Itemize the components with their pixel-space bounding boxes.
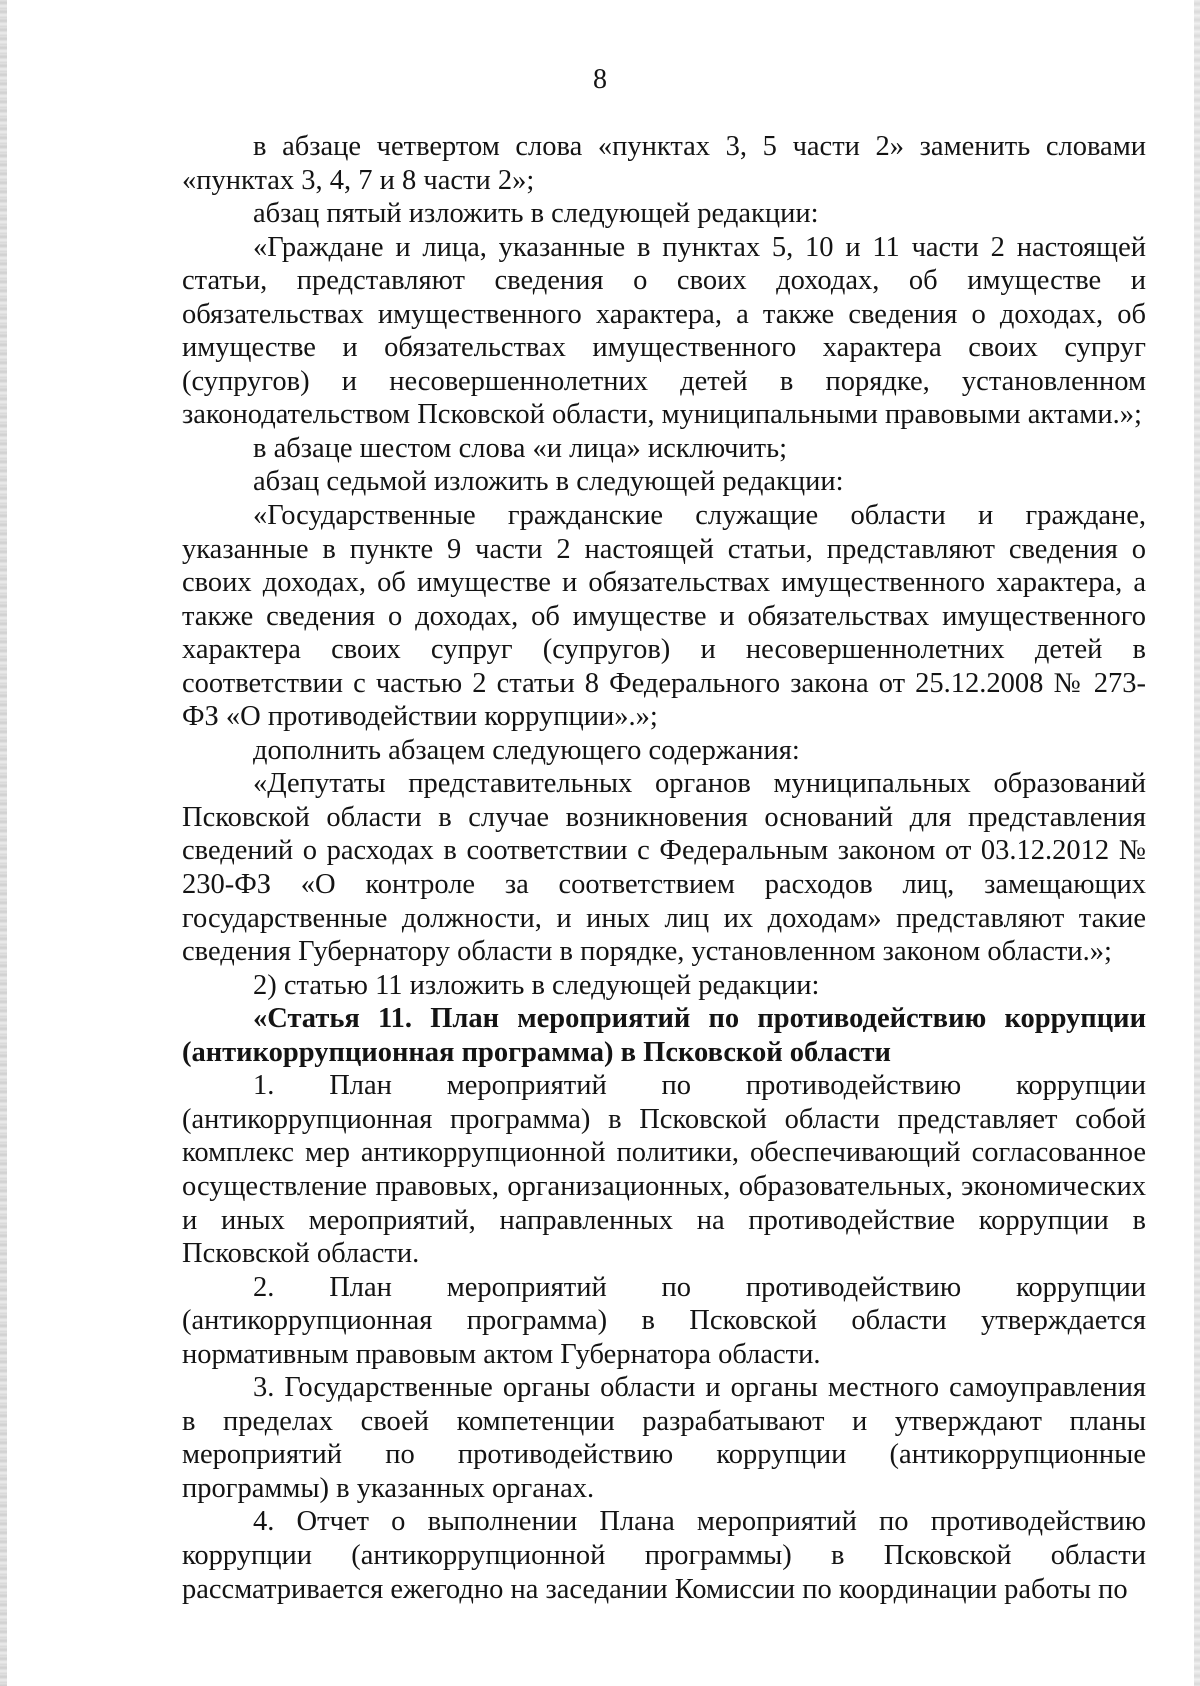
paragraph-sixth-exclude: в абзаце шестом слова «и лица» исключить; [253,432,788,464]
paragraph-amend-fourth: в абзаце четвертом слова «пунктах 3, 5 части 2» заменить словами «пунктах 3, 4, 7 и 8 части 2»; [182,131,1146,196]
article-11-point-2: 2. План мероприятий по противодействию коррупции (антикоррупционная программа) в Псковской области утверждается нормативным правовым актом Губернатора области. [182,1271,1146,1370]
article-11-point-1: 1. План мероприятий по противодействию коррупции (антикоррупционная программа) в Псковской области представляет собой комплекс мер антикоррупционной политики, обеспечивающий согласованное осуществление правовых, организационных, образовательных, экономических и иных мероприятий, направленных на противодействие коррупции в Псковской области. [182,1070,1146,1270]
paragraph-supplement-intro: дополнить абзацем следующего содержания: [253,734,800,766]
scan-edge-left [0,0,7,1686]
article-11-heading: «Статья 11. План мероприятий по противодействию коррупции (антикоррупционная программа) в Псковской области [182,1003,1146,1068]
paragraph-deputies-quote: «Депутаты представительных органов муниципальных образований Псковской области в случае возникновения оснований для представления сведений о расходах в соответствии с Федеральным законом от 03.12.2012 № 230-ФЗ «О контроле за соответствием расходов лиц, замещающих государственные должности, и иных лиц их доходам» представляют такие сведения Губернатору области в порядке, установленном законом области.»; [182,768,1146,968]
paragraph-seventh-intro: абзац седьмой изложить в следующей редакции: [253,466,844,498]
paragraph-civil-servants-quote: «Государственные гражданские служащие области и граждане, указанные в пункте 9 части 2 настоящей статьи, представляют сведения о своих доходах, об имуществе и обязательствах имущественного характера, а также сведения о доходах, об имуществе и обязательствах имущественного характера своих супруг (супругов) и несовершеннолетних детей в соответствии с частью 2 статьи 8 Федерального закона от 25.12.2008 № 273-ФЗ «О противодействии коррупции».»; [182,500,1146,733]
article-11-point-3: 3. Государственные органы области и органы местного самоуправления в пределах своей компетенции разрабатывают и утверждают планы мероприятий по противодействию коррупции (антикоррупционные программы) в указанных органах. [182,1372,1146,1504]
scan-edge-right [1194,0,1200,1686]
article-11-point-4: 4. Отчет о выполнении Плана мероприятий по противодействию коррупции (антикоррупционной программы) в Псковской области рассматривается ежегодно на заседании Комиссии по координации работы по [182,1506,1146,1605]
paragraph-citizens-quote: «Граждане и лица, указанные в пунктах 5, 10 и 11 части 2 настоящей статьи, представляют сведения о своих доходах, об имуществе и обязательствах имущественного характера, а также сведения о доходах, об имуществе и обязательствах имущественного характера своих супруг (супругов) и несовершеннолетних детей в порядке, установленном законодательством Псковской области, муниципальными правовыми актами.»; [182,231,1146,431]
paragraph-article-11-intro: 2) статью 11 изложить в следующей редакции: [253,969,820,1001]
paragraph-fifth-intro: абзац пятый изложить в следующей редакции: [253,198,819,230]
page-number: 8 [593,64,607,95]
document-body [182,130,1146,1606]
